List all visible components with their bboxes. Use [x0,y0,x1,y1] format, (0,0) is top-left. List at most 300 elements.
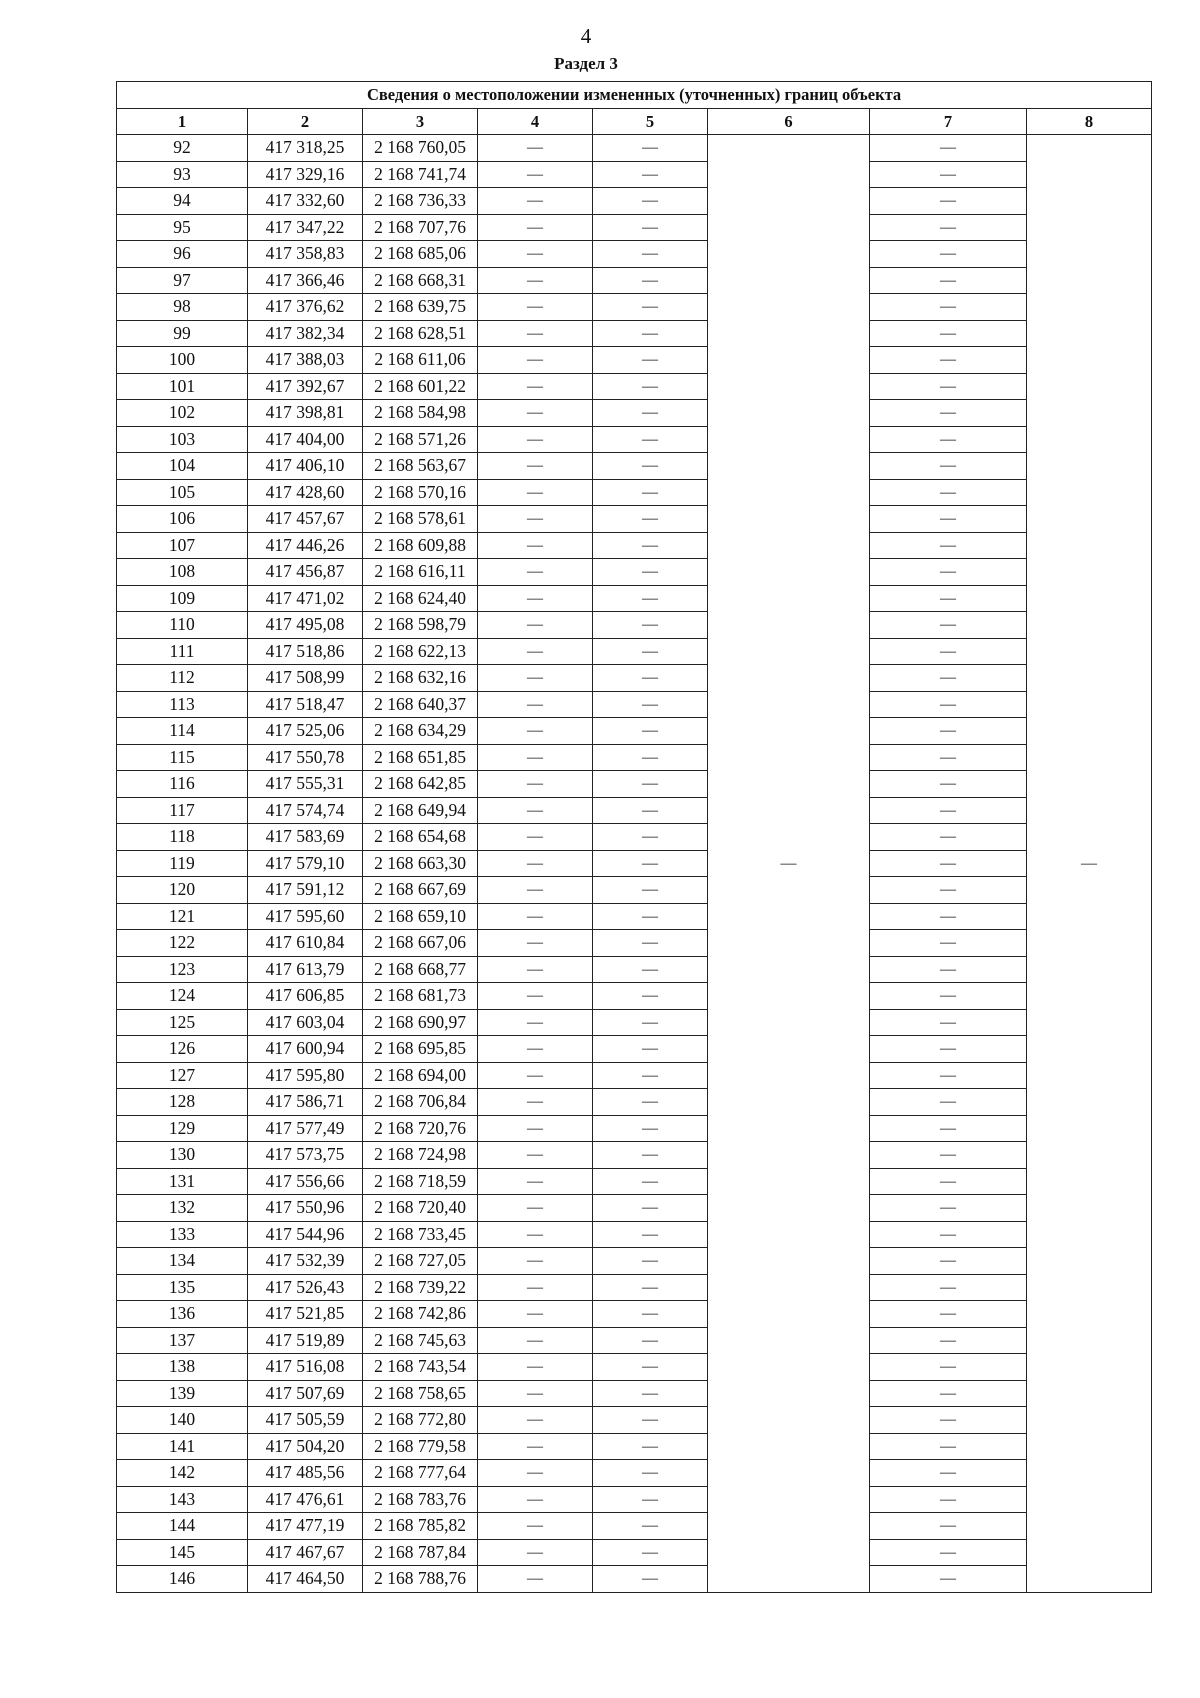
point-number: 121 [117,903,248,930]
col4-value: — [478,1115,593,1142]
table-row [117,1115,1152,1142]
col5-value: — [593,718,708,745]
point-number: 141 [117,1433,248,1460]
coord-x: 417 600,94 [248,1036,363,1063]
column-header-2: 2 [248,108,363,135]
col5-value: — [593,1433,708,1460]
point-number: 94 [117,188,248,215]
coord-y: 2 168 741,74 [363,161,478,188]
coord-x: 417 518,86 [248,638,363,665]
col5-value: — [593,585,708,612]
table-header-row [117,108,1152,135]
col5-value: — [593,294,708,321]
coord-y: 2 168 745,63 [363,1327,478,1354]
col5-value: — [593,1327,708,1354]
coord-y: 2 168 785,82 [363,1513,478,1540]
coord-x: 417 573,75 [248,1142,363,1169]
col7-value: — [870,1327,1027,1354]
col5-value: — [593,1407,708,1434]
point-number: 126 [117,1036,248,1063]
col4-value: — [478,983,593,1010]
col7-value: — [870,453,1027,480]
col5-value: — [593,1009,708,1036]
table-row [117,559,1152,586]
col5-value: — [593,1301,708,1328]
table-caption: Сведения о местоположении измененных (уточненных) границ объекта [117,82,1152,109]
coord-x: 417 471,02 [248,585,363,612]
coord-y: 2 168 760,05 [363,135,478,162]
col4-value: — [478,691,593,718]
table-row [117,1354,1152,1381]
coord-y: 2 168 609,88 [363,532,478,559]
coord-y: 2 168 659,10 [363,903,478,930]
col7-value: — [870,691,1027,718]
col7-value: — [870,320,1027,347]
coord-y: 2 168 616,11 [363,559,478,586]
col7-value: — [870,400,1027,427]
coord-y: 2 168 640,37 [363,691,478,718]
col7-value: — [870,877,1027,904]
table-row [117,347,1152,374]
col5-value: — [593,241,708,268]
table-row [117,691,1152,718]
coord-x: 417 603,04 [248,1009,363,1036]
col7-value: — [870,1036,1027,1063]
coord-x: 417 526,43 [248,1274,363,1301]
coord-x: 417 555,31 [248,771,363,798]
table-row [117,241,1152,268]
col4-value: — [478,347,593,374]
table-row [117,1274,1152,1301]
col4-value: — [478,1354,593,1381]
col7-value: — [870,744,1027,771]
coord-y: 2 168 707,76 [363,214,478,241]
coord-y: 2 168 724,98 [363,1142,478,1169]
coord-x: 417 495,08 [248,612,363,639]
col5-value: — [593,1486,708,1513]
point-number: 92 [117,135,248,162]
col4-value: — [478,1513,593,1540]
table-row [117,373,1152,400]
point-number: 130 [117,1142,248,1169]
col7-value: — [870,532,1027,559]
col7-value: — [870,1142,1027,1169]
point-number: 98 [117,294,248,321]
coord-x: 417 485,56 [248,1460,363,1487]
coord-x: 417 347,22 [248,214,363,241]
coord-x: 417 518,47 [248,691,363,718]
col7-value: — [870,479,1027,506]
col5-value: — [593,453,708,480]
table-caption-row [117,82,1152,109]
col5-value: — [593,161,708,188]
col8-merged-value: — [1027,135,1152,1593]
col7-value: — [870,1460,1027,1487]
col4-value: — [478,771,593,798]
col4-value: — [478,1009,593,1036]
point-number: 133 [117,1221,248,1248]
table-row [117,612,1152,639]
coord-x: 417 404,00 [248,426,363,453]
table-body [117,135,1152,1593]
col5-value: — [593,1036,708,1063]
col5-value: — [593,744,708,771]
coord-x: 417 428,60 [248,479,363,506]
coord-x: 417 595,60 [248,903,363,930]
col5-value: — [593,479,708,506]
coord-x: 417 532,39 [248,1248,363,1275]
point-number: 105 [117,479,248,506]
col4-value: — [478,453,593,480]
coord-x: 417 332,60 [248,188,363,215]
col7-value: — [870,373,1027,400]
col5-value: — [593,771,708,798]
coord-x: 417 376,62 [248,294,363,321]
coord-y: 2 168 783,76 [363,1486,478,1513]
coord-y: 2 168 611,06 [363,347,478,374]
col5-value: — [593,1168,708,1195]
coord-x: 417 591,12 [248,877,363,904]
col4-value: — [478,1433,593,1460]
coord-y: 2 168 777,64 [363,1460,478,1487]
coord-y: 2 168 632,16 [363,665,478,692]
point-number: 97 [117,267,248,294]
col5-value: — [593,135,708,162]
column-header-1: 1 [117,108,248,135]
coord-y: 2 168 563,67 [363,453,478,480]
col7-value: — [870,612,1027,639]
table-row [117,1301,1152,1328]
col7-value: — [870,665,1027,692]
point-number: 101 [117,373,248,400]
table-row [117,1248,1152,1275]
col4-value: — [478,559,593,586]
point-number: 118 [117,824,248,851]
col4-value: — [478,241,593,268]
col4-value: — [478,665,593,692]
col4-value: — [478,506,593,533]
table-row [117,1513,1152,1540]
coord-y: 2 168 758,65 [363,1380,478,1407]
coord-x: 417 505,59 [248,1407,363,1434]
coord-y: 2 168 668,77 [363,956,478,983]
table-row [117,1380,1152,1407]
table-row [117,1539,1152,1566]
col5-value: — [593,1248,708,1275]
coord-y: 2 168 667,69 [363,877,478,904]
col5-value: — [593,559,708,586]
col5-value: — [593,691,708,718]
col5-value: — [593,320,708,347]
col7-value: — [870,267,1027,294]
col4-value: — [478,267,593,294]
col7-value: — [870,983,1027,1010]
coord-x: 417 606,85 [248,983,363,1010]
point-number: 93 [117,161,248,188]
col7-value: — [870,1566,1027,1593]
col7-value: — [870,718,1027,745]
col4-value: — [478,797,593,824]
col4-value: — [478,135,593,162]
coord-x: 417 583,69 [248,824,363,851]
column-header-3: 3 [363,108,478,135]
coord-y: 2 168 622,13 [363,638,478,665]
col5-value: — [593,1062,708,1089]
table-row [117,1407,1152,1434]
column-header-5: 5 [593,108,708,135]
coord-x: 417 388,03 [248,347,363,374]
point-number: 112 [117,665,248,692]
point-number: 136 [117,1301,248,1328]
col7-value: — [870,1009,1027,1036]
coord-y: 2 168 706,84 [363,1089,478,1116]
col7-value: — [870,824,1027,851]
point-number: 125 [117,1009,248,1036]
col7-value: — [870,506,1027,533]
col5-value: — [593,877,708,904]
col5-value: — [593,903,708,930]
point-number: 135 [117,1274,248,1301]
point-number: 109 [117,585,248,612]
point-number: 107 [117,532,248,559]
col7-value: — [870,188,1027,215]
coord-x: 417 358,83 [248,241,363,268]
coord-x: 417 577,49 [248,1115,363,1142]
column-header-8: 8 [1027,108,1152,135]
col4-value: — [478,294,593,321]
table-row [117,532,1152,559]
point-number: 114 [117,718,248,745]
table-row [117,983,1152,1010]
col5-value: — [593,1089,708,1116]
coord-y: 2 168 695,85 [363,1036,478,1063]
coord-y: 2 168 663,30 [363,850,478,877]
col5-value: — [593,1142,708,1169]
col4-value: — [478,1486,593,1513]
table-row [117,426,1152,453]
point-number: 104 [117,453,248,480]
point-number: 143 [117,1486,248,1513]
coord-y: 2 168 578,61 [363,506,478,533]
coord-y: 2 168 694,00 [363,1062,478,1089]
coord-y: 2 168 779,58 [363,1433,478,1460]
coord-y: 2 168 584,98 [363,400,478,427]
col4-value: — [478,426,593,453]
point-number: 127 [117,1062,248,1089]
table-row [117,1486,1152,1513]
point-number: 113 [117,691,248,718]
table-row [117,267,1152,294]
point-number: 110 [117,612,248,639]
coord-y: 2 168 736,33 [363,188,478,215]
point-number: 106 [117,506,248,533]
point-number: 96 [117,241,248,268]
col7-value: — [870,347,1027,374]
coord-y: 2 168 651,85 [363,744,478,771]
col4-value: — [478,956,593,983]
col7-value: — [870,135,1027,162]
col7-value: — [870,161,1027,188]
point-number: 128 [117,1089,248,1116]
col7-value: — [870,426,1027,453]
coord-y: 2 168 628,51 [363,320,478,347]
section-title: Раздел 3 [554,54,618,73]
table-row [117,850,1152,877]
coord-y: 2 168 667,06 [363,930,478,957]
table-row [117,1036,1152,1063]
point-number: 100 [117,347,248,374]
point-number: 144 [117,1513,248,1540]
table-row [117,956,1152,983]
coord-x: 417 544,96 [248,1221,363,1248]
point-number: 122 [117,930,248,957]
coord-x: 417 516,08 [248,1354,363,1381]
coord-y: 2 168 570,16 [363,479,478,506]
col4-value: — [478,1195,593,1222]
point-number: 124 [117,983,248,1010]
coord-x: 417 382,34 [248,320,363,347]
col4-value: — [478,188,593,215]
col5-value: — [593,797,708,824]
col5-value: — [593,1195,708,1222]
coord-x: 417 595,80 [248,1062,363,1089]
table-row [117,1062,1152,1089]
coord-x: 417 508,99 [248,665,363,692]
col5-value: — [593,983,708,1010]
col5-value: — [593,1354,708,1381]
col7-value: — [870,1089,1027,1116]
coord-y: 2 168 720,76 [363,1115,478,1142]
coord-y: 2 168 598,79 [363,612,478,639]
coord-x: 417 392,67 [248,373,363,400]
coord-x: 417 610,84 [248,930,363,957]
col5-value: — [593,1539,708,1566]
table-row [117,903,1152,930]
point-number: 123 [117,956,248,983]
column-header-4: 4 [478,108,593,135]
coord-x: 417 556,66 [248,1168,363,1195]
point-number: 129 [117,1115,248,1142]
col4-value: — [478,1248,593,1275]
table-row [117,1566,1152,1593]
table-row [117,665,1152,692]
col7-value: — [870,294,1027,321]
coord-x: 417 476,61 [248,1486,363,1513]
col4-value: — [478,1168,593,1195]
table-row [117,1433,1152,1460]
coord-x: 417 550,78 [248,744,363,771]
table-row [117,1168,1152,1195]
table-row [117,1089,1152,1116]
table-row [117,877,1152,904]
coord-y: 2 168 601,22 [363,373,478,400]
point-number: 103 [117,426,248,453]
col7-value: — [870,638,1027,665]
col7-value: — [870,1433,1027,1460]
table-row [117,294,1152,321]
col7-value: — [870,903,1027,930]
column-header-6: 6 [708,108,870,135]
col4-value: — [478,1274,593,1301]
col5-value: — [593,1566,708,1593]
col7-value: — [870,214,1027,241]
point-number: 132 [117,1195,248,1222]
col7-value: — [870,1407,1027,1434]
coord-x: 417 456,87 [248,559,363,586]
col4-value: — [478,400,593,427]
table-row [117,824,1152,851]
col7-value: — [870,1115,1027,1142]
col4-value: — [478,320,593,347]
coord-y: 2 168 654,68 [363,824,478,851]
page-number: 4 [580,24,592,48]
table-row [117,638,1152,665]
col7-value: — [870,585,1027,612]
col4-value: — [478,1142,593,1169]
col5-value: — [593,1115,708,1142]
col7-value: — [870,956,1027,983]
col7-value: — [870,797,1027,824]
coordinates-table [116,81,1152,1593]
coord-x: 417 550,96 [248,1195,363,1222]
coord-y: 2 168 743,54 [363,1354,478,1381]
col5-value: — [593,824,708,851]
coord-x: 417 467,67 [248,1539,363,1566]
col6-merged-value: — [708,135,870,1593]
coord-y: 2 168 727,05 [363,1248,478,1275]
point-number: 131 [117,1168,248,1195]
coord-x: 417 406,10 [248,453,363,480]
col7-value: — [870,771,1027,798]
table-row [117,453,1152,480]
col4-value: — [478,824,593,851]
coord-y: 2 168 718,59 [363,1168,478,1195]
col7-value: — [870,1221,1027,1248]
coord-y: 2 168 642,85 [363,771,478,798]
table-row [117,1142,1152,1169]
col5-value: — [593,267,708,294]
coord-x: 417 519,89 [248,1327,363,1354]
coord-y: 2 168 739,22 [363,1274,478,1301]
point-number: 120 [117,877,248,904]
col4-value: — [478,585,593,612]
table-row [117,1195,1152,1222]
table-row [117,718,1152,745]
col4-value: — [478,1460,593,1487]
col4-value: — [478,532,593,559]
col7-value: — [870,930,1027,957]
coord-x: 417 477,19 [248,1513,363,1540]
coord-x: 417 398,81 [248,400,363,427]
table-row [117,797,1152,824]
coord-x: 417 457,67 [248,506,363,533]
point-number: 117 [117,797,248,824]
col4-value: — [478,1062,593,1089]
col5-value: — [593,638,708,665]
col4-value: — [478,1566,593,1593]
col7-value: — [870,1274,1027,1301]
coord-y: 2 168 742,86 [363,1301,478,1328]
coord-y: 2 168 690,97 [363,1009,478,1036]
table-row [117,1009,1152,1036]
col5-value: — [593,347,708,374]
coord-y: 2 168 788,76 [363,1566,478,1593]
col5-value: — [593,1513,708,1540]
coord-x: 417 366,46 [248,267,363,294]
table-row [117,1460,1152,1487]
col5-value: — [593,1460,708,1487]
col4-value: — [478,930,593,957]
